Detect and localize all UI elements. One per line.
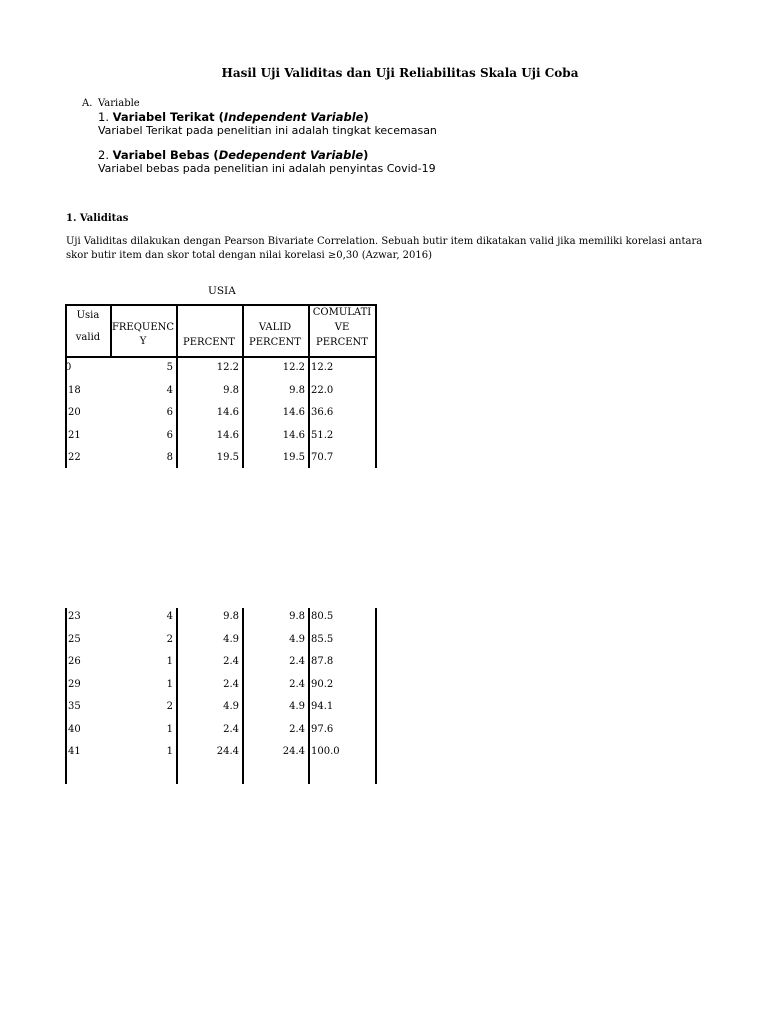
table-cell-valid-percent: 4.9	[289, 633, 305, 645]
table-cell-percent: 4.9	[223, 633, 239, 645]
section-a-marker: A.	[82, 98, 93, 109]
table-cell-percent: 12.2	[216, 362, 239, 373]
variable-1-italic: Independent Variable	[223, 110, 364, 124]
table-cell-usia: 21	[68, 429, 81, 441]
table-cell-usia: 35	[68, 701, 81, 712]
table-cell-frequency: 5	[166, 362, 173, 373]
section-a-label: Variable	[98, 98, 140, 109]
variable-1-number: 1.	[98, 110, 109, 124]
table-cell-percent: 9.8	[223, 611, 239, 622]
table-cell-valid-percent: 2.4	[289, 723, 305, 735]
table-cell-usia: 18	[68, 384, 81, 396]
document-title: Hasil Uji Validitas dan Uji Reliabilitas Skala Uji Coba	[221, 66, 579, 80]
table-cell-percent: 2.4	[223, 723, 239, 735]
table-col-line	[375, 304, 377, 468]
header-cumulative-line3: PERCENT	[316, 337, 368, 348]
table-cell-cumulative: 90.2	[311, 678, 334, 690]
variable-2-number: 2.	[98, 148, 109, 162]
variable-1-heading	[98, 110, 369, 124]
header-cumulative-line1: COMULATI	[312, 307, 372, 318]
validity-heading: 1. Validitas	[66, 213, 129, 224]
table-cell-usia: 26	[68, 656, 81, 667]
table-caption: USIA	[208, 285, 236, 297]
table-cell-cumulative: 80.5	[311, 611, 334, 622]
header-percent: PERCENT	[183, 337, 235, 348]
table-cell-frequency: 8	[166, 452, 173, 463]
table-cell-valid-percent: 9.8	[289, 384, 305, 396]
table-cell-frequency: 6	[166, 429, 173, 441]
table-cell-cumulative: 94.1	[311, 701, 334, 712]
header-frequency-line2: Y	[139, 336, 147, 347]
table-cell-usia: 0	[65, 362, 72, 373]
variable-2-suffix: )	[363, 148, 369, 162]
table-cell-cumulative: 97.6	[311, 723, 334, 735]
table-col-line	[375, 608, 377, 784]
table-cell-usia: 22	[68, 452, 81, 463]
table-cell-cumulative: 85.5	[311, 633, 334, 645]
table-cell-percent: 14.6	[216, 429, 239, 441]
table-cell-cumulative: 70.7	[311, 452, 334, 463]
header-valid: valid	[75, 332, 101, 343]
table-cell-frequency: 6	[166, 407, 173, 418]
table-cell-valid-percent: 2.4	[289, 678, 305, 690]
header-valid-percent-line2: PERCENT	[249, 337, 301, 348]
header-usia: Usia	[76, 310, 100, 321]
table-cell-frequency: 1	[166, 723, 173, 735]
table-cell-valid-percent: 19.5	[282, 452, 305, 463]
variable-2-description: Variabel bebas pada penelitian ini adalah penyintas Covid-19	[98, 162, 436, 175]
table-col-line	[110, 304, 112, 357]
header-cumulative-line2: VE	[334, 322, 350, 333]
table-cell-usia: 25	[68, 633, 81, 645]
variable-1-description: Variabel Terikat pada penelitian ini adalah tingkat kecemasan	[98, 124, 437, 137]
table-cell-percent: 2.4	[223, 678, 239, 690]
table-cell-frequency: 2	[166, 633, 173, 645]
variable-2-prefix: Variabel Bebas (	[112, 148, 219, 162]
table-cell-percent: 4.9	[223, 701, 239, 712]
header-frequency-line1: FREQUENC	[111, 322, 175, 333]
table-cell-frequency: 2	[166, 701, 173, 712]
table-cell-cumulative: 100.0	[311, 746, 340, 757]
table-cell-valid-percent: 2.4	[289, 656, 305, 667]
table-cell-usia: 41	[68, 746, 81, 757]
variable-1-prefix: Variabel Terikat (	[112, 110, 224, 124]
table-cell-usia: 29	[68, 678, 81, 690]
table-cell-valid-percent: 14.6	[282, 429, 305, 441]
table-cell-usia: 23	[68, 611, 81, 622]
table-cell-frequency: 1	[166, 678, 173, 690]
table-cell-usia: 40	[68, 723, 81, 735]
table-cell-valid-percent: 12.2	[282, 362, 305, 373]
table-cell-percent: 19.5	[216, 452, 239, 463]
table-cell-valid-percent: 4.9	[289, 701, 305, 712]
table-cell-cumulative: 12.2	[311, 362, 334, 373]
variable-2-heading	[98, 148, 368, 162]
table-cell-frequency: 1	[166, 746, 173, 757]
table-cell-frequency: 4	[166, 384, 173, 396]
table-cell-frequency: 4	[166, 611, 173, 622]
table-cell-cumulative: 87.8	[311, 656, 334, 667]
table-cell-valid-percent: 9.8	[289, 611, 305, 622]
table-cell-percent: 14.6	[216, 407, 239, 418]
table-cell-frequency: 1	[166, 656, 173, 667]
header-valid-percent-line1: VALID	[258, 322, 292, 333]
table-cell-cumulative: 22.0	[311, 384, 334, 396]
table-cell-valid-percent: 14.6	[282, 407, 305, 418]
table-cell-cumulative: 36.6	[311, 407, 334, 418]
table-cell-percent: 9.8	[223, 384, 239, 396]
table-cell-percent: 2.4	[223, 656, 239, 667]
table-cell-valid-percent: 24.4	[282, 746, 305, 757]
table-cell-cumulative: 51.2	[311, 429, 334, 441]
table-top-border	[65, 304, 376, 306]
variable-2-italic: Dedependent Variable	[218, 148, 364, 162]
table-cell-usia: 20	[68, 407, 81, 418]
validity-paragraph: Uji Validitas dilakukan dengan Pearson Bivariate Correlation. Sebuah butir item dikatakan valid jika memiliki korelasi antara skor butir item dan skor total dengan nilai korelasi ≥0,30 (Azwar, 2016)	[66, 236, 703, 261]
variable-1-suffix: )	[363, 110, 369, 124]
table-cell-percent: 24.4	[216, 746, 239, 757]
